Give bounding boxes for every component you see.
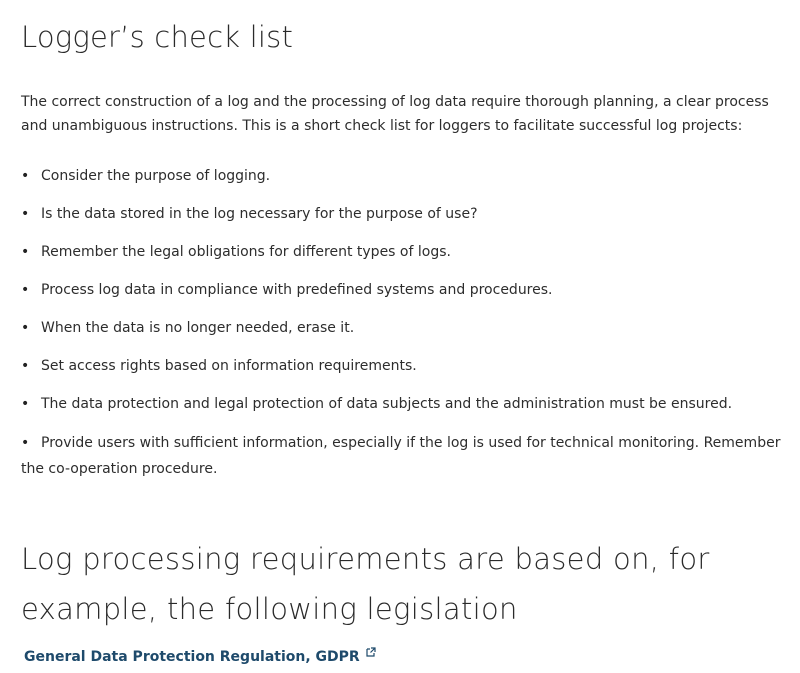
list-item-text: When the data is no longer needed, erase it. [41, 320, 355, 336]
page-title: Logger’s check list [21, 20, 294, 54]
list-item-text: Remember the legal obligations for different types of logs. [41, 244, 451, 260]
list-item [21, 202, 785, 240]
bullet-icon: • [21, 320, 30, 336]
bullet-icon: • [21, 396, 30, 412]
list-item [21, 278, 785, 316]
list-item-text: Is the data stored in the log necessary for the purpose of use? [41, 206, 478, 222]
list-item-text: Set access rights based on information requirements. [41, 358, 417, 374]
bullet-icon: • [21, 435, 30, 451]
bullet-icon: • [21, 206, 30, 222]
bullet-icon: • [21, 358, 30, 374]
external-link-icon [366, 647, 376, 657]
bullet-icon: • [21, 244, 30, 260]
list-item [21, 240, 785, 278]
list-item [21, 164, 785, 202]
list-item [21, 354, 785, 392]
list-item [21, 430, 785, 482]
list-item-text: Process log data in compliance with predefined systems and procedures. [41, 282, 553, 298]
list-item-text: The data protection and legal protection of data subjects and the administration must be ensured. [41, 396, 733, 412]
list-item-text: Provide users with sufficient information, especially if the log is used for technical monitoring. Remember the co-operation procedure. [21, 435, 781, 477]
check-list [21, 164, 785, 482]
bullet-icon: • [21, 282, 30, 298]
gdpr-link[interactable] [24, 649, 376, 665]
list-item [21, 316, 785, 354]
bullet-icon: • [21, 168, 30, 184]
intro-paragraph: The correct construction of a log and the processing of log data require thorough planning, a clear process and unambiguous instructions. This is a short check list for loggers to facilitate successful log projects: [21, 94, 769, 134]
legislation-heading: Log processing requirements are based on, for example, the following legislation [21, 542, 710, 626]
list-item-text: Consider the purpose of logging. [41, 168, 271, 184]
list-item [21, 392, 785, 430]
gdpr-link-label: General Data Protection Regulation, GDPR [24, 649, 360, 665]
